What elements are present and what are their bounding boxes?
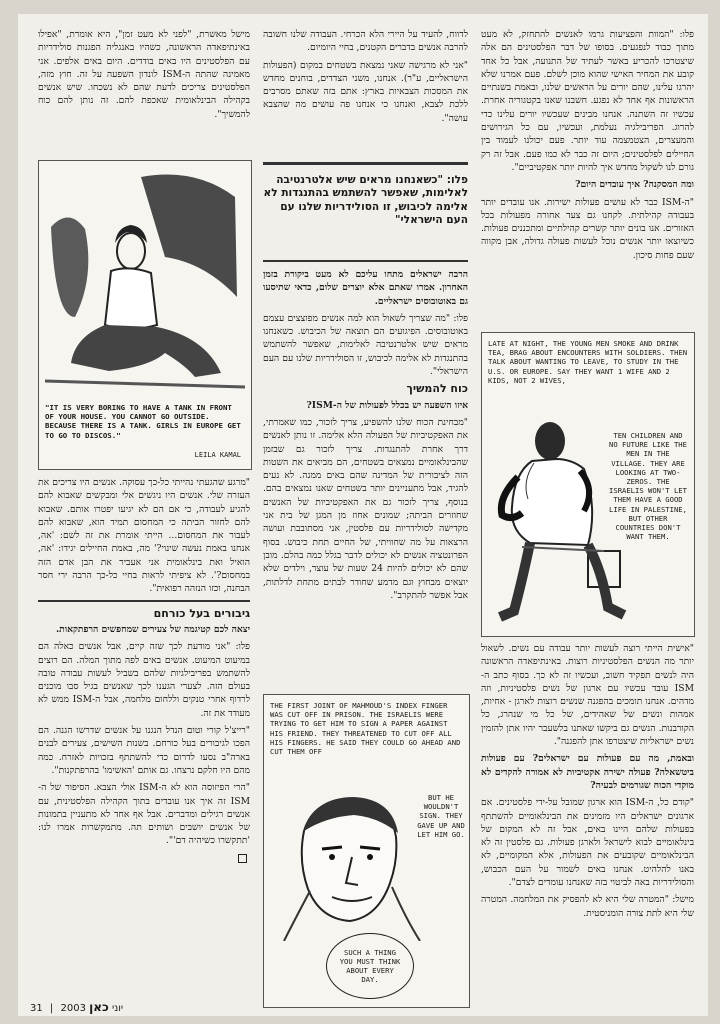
paragraph: מישל מאשרת, "לפני לא מעט זמן", היא אומרת, "אפילו באינתיפאדה הראשונה, כשהיו באנגליה הפגנות סולידריות עם הפלסטינים היו באים בודדים. היום באים אלפים. אני מאמינה שהתה ה-ISM לונדון השפעה על זה. חוץ מזה, הפלסטינים צריכים לדעת שהם לא נשכחו. שיש אנשים בקהילה הבינלאומית שאכפת להם. זה נותן להם כוח להמשיך". bbox=[38, 29, 250, 120]
pull-quote: פלו: "כשאנחנו מראים שיש אלטרנטיבה לאלימות, שאפשר להשתמש בהתנגדות לא אלימה לכיבוש, זו הסולידריות שלנו עם העם הישראלי" bbox=[263, 174, 468, 227]
question: איזו השפעה יש בכלל לפעולות של ה-ISM? bbox=[306, 399, 468, 411]
divider bbox=[38, 600, 250, 602]
question: יצאה לכם קטיגמה של צעירים שמחפשים הרפתקאות. bbox=[55, 623, 250, 635]
illustration-mahmoud bbox=[263, 694, 470, 1008]
illustration-signature: LEILA KAMAL bbox=[194, 451, 241, 459]
question: ובאמת, מה עם פעולות עם ישראלים? עם פעולות ביטשאלה? פעולה ישירה אקטיביות לא אמורה להקדים לא מוקדי הכוח שגורמים לבעיה? bbox=[481, 753, 694, 791]
column-left-top bbox=[38, 28, 250, 125]
question: הרבה ישראלים מתחו עליכם לא מעט ביקורת בזמן האחרון. אמרו שאתם אלא יוצרים שלום, כדאי שתיסעו גם באוטובוסים ישראליים. bbox=[263, 269, 468, 307]
divider bbox=[263, 162, 468, 165]
paragraph: לדווח, להעיד על היירי הלא הכרחי. העבודה שלנו חשובה להרבה אנשים בדברים הקטנים, בחיי היומיום. bbox=[263, 29, 468, 54]
paragraph: פלו: "מה שצריך לשאול הוא למה אנשים מפוצצים עצמם באוטובוסים. הפיגועים הם תוצאה של הכיבוש. כשאנחנו מראים שיש אלטרנטיבה לאלימות, שאפשר להשתמש בהתנגדות לא אלימה לכיבוש, זו הסולידריות שלנו עם העם הישראלי". bbox=[263, 312, 468, 378]
illustration-text: LATE AT NIGHT, THE YOUNG MEN SMOKE AND DRINK TEA, BRAG ABOUT ENCOUNTERS WITH SOLDIERS. THEN TALK ABOUT WANTING TO LEAVE, TO STUDY IN THE U.S. OR EUROPE. SAY THEY WANT 1 WIFE AND 2 KIDS, NOT 2 WIVES, bbox=[488, 339, 688, 385]
divider bbox=[263, 260, 468, 262]
paragraph: "קודם כל, ה-ISM הוא ארגון שמובל על-ידי פלסטינים. אם ארגונים ישראלים היו מזמינים את הבינלאומיים להשתתף בפעולות שלהם היינו באים, אבל זה לא המקום של בינלאומיים לבוא לישראל ולארגן פעולות. גם פלסטין זה לא הבינלאומיים שקובעים את הפעולות, אלא המקומיים, לא באנו להלהיט. אנחנו באים לשמור על העם הכבוש, והסולידריות באה לביטוי בזה שאנחנו עומדים לצדם". bbox=[481, 797, 694, 889]
illustration-woman bbox=[38, 160, 252, 470]
illustration-text: BUT HE WOULDN'T SIGN. THEY GAVE UP AND LET HIM GO. bbox=[417, 793, 465, 839]
mahmoud-portrait-drawing bbox=[274, 791, 424, 941]
paragraph: פלו: "אני מודעת לכך שזה קיים, אבל אנשים כאלה הם במיעוט המיעוט. אנשים באים לפה מתוך המלה. הם רוצים להשתמש בפריבילגיות שלהם בשביל לעשות עבודה טובה בעולם הזה. לצערי הגענו לכך שאנשים בגיל סבו מוכנים לרדוף אחרי טנקים וללחום מלחמה, אבל ה-ISM ממש לא מעודד את זה. bbox=[38, 641, 250, 719]
magazine-page bbox=[18, 14, 708, 1016]
column-middle-middle bbox=[263, 268, 468, 606]
woman-drawing bbox=[45, 167, 245, 397]
paragraph: "הרי הפיזוסה הוא לא ה-ISM אולי הצבא. הסיפור של ה-ISM זה איך אנו עובדים בתוך הקהילה הפלסטינית, עם אנשים רגילים ומדברים. אבל אף אחד לא מתעניין בתמונות של אנשים יושבים ושותים תה. מתמקשרות אמרו לנו: 'תתקשרו כשיהיה דם'". bbox=[38, 782, 250, 847]
end-of-article-mark bbox=[238, 854, 247, 863]
illustration-caption: "IT IS VERY BORING TO HAVE A TANK IN FRONT OF YOUR HOUSE. YOU CANNOT GO OUTSIDE. BECAUSE THERE IS A TANK. GIRLS IN EUROPE GET TO GO TO DISCOS." bbox=[45, 403, 241, 440]
speech-bubble-text: SUCH A THING YOU MUST THINK ABOUT EVERY DAY. bbox=[339, 947, 401, 985]
paragraph: "רייצ'ל קורי וטום הנדל הנגנו על אנשים שדרשו הגנה. הם הפכו לגיבורים בעל כורחם. בשנות השישים, צעירים לבנים בארה"ב נסעו לדרום כדי להשתתף בזכויות לאזרח. כמה מהם היו חלקם נרצחו. גם אותם 'האשימו' בהרפתקנות". bbox=[38, 725, 250, 776]
page-number: 31 bbox=[30, 1003, 43, 1014]
paragraph: "אני לא מרגישה שאני נמצאת בשטחים במקום (הפעולות הישראליים, ע"ר). אנחנו, משני הצדדים, בוחנים מחדש את המסכות הצבאיות בארץ: אתם בזה שאתם מסרבים ללכת לצבא, ואנחנו כי אנחנו פה עושים מה שהצבא עושה". bbox=[263, 59, 468, 124]
young-man-drawing bbox=[492, 411, 632, 631]
question: ומה המסקנה? איך עובדים היום? bbox=[575, 179, 694, 191]
paragraph: פלו: "המוות והפציעות גרמו לאנשים להתחזק, לא מעט מתוך כבוד לנפגעים. בסופו של דבר הפלסטינים הם אלה שיצטרכו להכריע באשר לעתיד של התנועה, אבל כל אחד קובע את המחיר האישי שהוא מוכן לשלם. פעם אמרנו שלא יהרגו עלינו, שהם יורים על הראשים שלנו, ובאמת בשנתיים הראשונות אף אחד לא נפגע. חשבנו שאנו בקטגוריה אחרת. עכשיו זה השתנה. אנחנו מבינים שעכשיו יורים עלינו כדי להרוג. הפריבילגיה נעלמת, ועכשיו, עם כל הגירושים והמעצרים, הצטמצמה עוד יותר. פעם יכולנו לעמוד בין החיילים לפלסטינים; היום זה כבר לא כמו פעם. אבל זה רק גורם לנו לשקול מחדש איך להיות יותר אפקטיביים". bbox=[481, 29, 694, 173]
subheading: כוח להמשיך bbox=[406, 382, 468, 396]
page-footer: 31 | 2003 יוני כאן bbox=[30, 1000, 124, 1014]
illustration-text: THE FIRST JOINT OF MAHMOUD'S INDEX FINGER WAS CUT OFF IN PRISON. THE ISRAELIS WERE TRYING TO GET HIM TO SIGN A PAPER AGAINST HIS FRIEND. THEY THREATENED TO CUT OFF ALL HIS FINGERS. HE SAID THEY COULD GO AHEAD AND CUT THEM OFF bbox=[270, 701, 461, 757]
column-right-top bbox=[481, 28, 694, 266]
illustration-text: TEN CHILDREN AND NO FUTURE LIKE THE MEN IN THE VILLAGE. THEY ARE LOOKING AT TWO-ZEROS. THE ISRAELIS WON'T LET THEM HAVE A GOOD LIFE IN PALESTINE, BUT OTHER COUNTRIES DON'T WANT THEM. bbox=[609, 431, 687, 542]
paragraph: "ה-ISM כבר לא עושים פעולות ישירות. אנו עובדים יותר בעבודה קהילתית. לקחנו גם צעד אחורה מפעולות בכל האזורים. אנו בונים יותר קשרים קהילתיים ומתכננים פעולות. כשיוצאו יותר אנשים נוכל לעשות פעולה גדולה, אבן מקווה שעם פחות סיכון. bbox=[481, 196, 694, 261]
column-left-middle bbox=[38, 476, 250, 865]
paragraph: מישל: "המטרה שלי היא לא להפסיק את המלחמה. המטרה שלי היא לתת צורה הומניסטית. bbox=[481, 894, 694, 919]
magazine-name: כאן bbox=[89, 1000, 109, 1014]
column-right-bottom bbox=[481, 642, 694, 924]
illustration-young-men bbox=[481, 332, 695, 637]
issue-date: 2003 יוני bbox=[60, 1003, 124, 1014]
paragraph: "מרגע שהגעתי נהייתי כל-כך עסוקה. אנשים היו צריכים את העזרה שלי. אנשים היו ניגשים אלי ומבקשים שאבוא להם להגיע לעבודה, כי אם הם לא יגיעו יפטרו אותם. שאבוא להם לחזור הביתה כי המחסום תמיד הוא, שאבוא להם לעבור את המחסום... הייתי אומרת את זה לשם: 'אה, אנחנו באמת נעשה שינוי?' מה, באמת החיילים יגידו: 'אה, הואיל ואת בינלאומית אני אעביר את הבן אדם הזה במחסום?'. לא ציפיתי לראות בחיי כל-כך הרבה ירי חסר הבחנה, וכזו הנזהה רפואית". bbox=[38, 477, 250, 595]
paragraph: "אישית הייתי רוצה לעשות יותר עבודה עם נשים. לשאול יותר מה הנשים הפלסטיניות רוצות. באינתיפאדה הראשונה היה לנשים תפקיד חשוב, ועכשיו זה לא כך. בסוף כתב ה-ISM עובד עכשיו עם ארגון של נשים פלסטיניות, וזה מדהים. אנחנו תומכים בהפגנה שנשים רוצות לארגן - אחיות, אמהות ונשים של שאהידים, של כל מי שנהרג, כל הקורבנות. הנשים גם ביקשו שאתנו בלשעבר יהיו אתן להזמין נשים ישראליות שיצטרפו אתן להפגנה". bbox=[481, 643, 694, 748]
paragraph: "מבחינת הכוח שלנו להשפיע, צריך לזכור, כמו שאמרתי, את האפקטיביות של הפעולה הלא אלימה. זו נותן לאנשים דרך אחרת להתנגדות. צריך לזכור גם שבזמן שהבינלאומיים נמצאים בשטחים, הם מביאים את השטות הזה לציבורית של המדינה שהם באים ממנה. לא נעים להגיד, אבל מתעניינים יותר בשטחים שאנו נמצאים בהם. בנוסף, צריך לזכור גם את האפקטיביות של האנשים שחוזרים הביתה; שמונים אחוז מן המגן של בית אני מקדישה לסולידריות עם פלסטין, אני מסתובבת ועושה הרצאות על מה שחוויתי, של החיים תחת כיבוש. בסוף הפרונטציה אנשים לא יכולים לדבר בגלל כמה בהלם. מובן שהם לא יכולים להיות 24 שעות של עוצר, וילדים שלא יוצאים מבחוץ וגם מדמע שחודר לבתים מתחת לדלתות, אבל אפשר להתקרב". bbox=[263, 416, 468, 601]
speech-bubble bbox=[326, 933, 414, 999]
subheading: גיבורים בעל כורחם bbox=[153, 606, 250, 620]
column-middle-top bbox=[263, 28, 468, 129]
